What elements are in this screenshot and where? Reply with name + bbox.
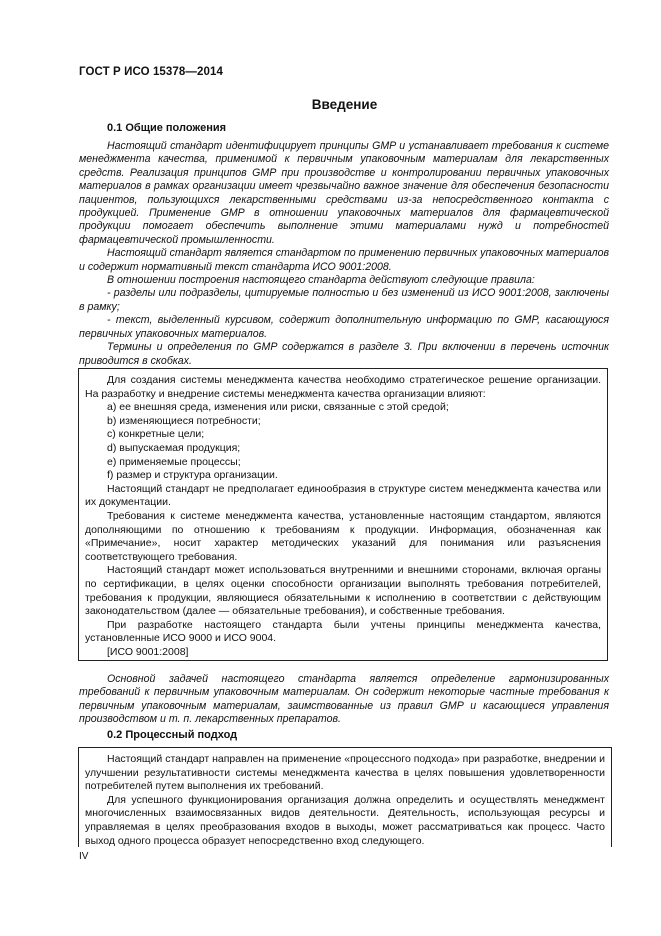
page-title: Введение xyxy=(311,97,378,112)
list-item: a) ее внешняя среда, изменения или риски, связанные с этой средой; xyxy=(107,401,449,414)
iso-quote-box-0-2 xyxy=(78,747,612,847)
list-item: b) изменяющиеся потребности; xyxy=(107,414,261,427)
paragraph: При разработке настоящего стандарта были учтены принципы менеджмента качества, установленные ИСО 9000 и ИСО 9004. xyxy=(85,618,601,645)
section-heading-0-1: 0.1 Общие положения xyxy=(107,122,227,134)
paragraph: Основной задачей настоящего стандарта является определение гармонизированных требований к первичным упаковочным материалам. Он содержит некоторые частные требования к первичным упаковочным материалам, заимствованные из правил GMP и касающиеся управления производством и т. п. лекарственных препаратов. xyxy=(79,673,609,726)
paragraph: - разделы или подразделы, цитируемые полностью и без изменений из ИСО 9001:2008, заключены в рамку; xyxy=(79,287,609,313)
paragraph: Настоящий стандарт является стандартом по применению первичных упаковочных материалов и содержит нормативный текст стандарта ИСО 9001:2008. xyxy=(79,247,609,273)
section-0-1-after-box xyxy=(79,673,609,727)
source-reference: [ИСО 9001:2008] xyxy=(107,645,189,658)
box-intro: Для создания системы менеджмента качества необходимо стратегическое решение организации. На разработку и внедрение системы менеджмента качества организации влияют: xyxy=(85,374,601,400)
section-heading-0-2: 0.2 Процессный подход xyxy=(107,729,238,741)
paragraph: В отношении построения настоящего стандарта действуют следующие правила: xyxy=(107,274,535,287)
paragraph: Настоящий стандарт может использоваться внутренними и внешними сторонами, включая органы по сертификации, в целях оценки способности организации выполнять требования потребителей, требования к продукции, являющиеся обязательными к исполнению в соответствии с действующим законодательством (далее — обязательные требования), и собственные требования. xyxy=(85,564,601,618)
document-header: ГОСТ Р ИСО 15378—2014 xyxy=(79,66,224,78)
paragraph: Настоящий стандарт не предполагает единообразия в структуре систем менеджмента качества или их документации. xyxy=(85,482,601,509)
paragraph: Термины и определения по GMP содержатся в разделе 3. При включении в перечень источник приводится в скобках. xyxy=(79,341,609,367)
list-item: e) применяемые процессы; xyxy=(107,455,241,468)
paragraph: Настоящий стандарт направлен на применение «процессного подхода» при разработке, внедрении и улучшении результативности системы менеджмента качества в целях повышения удовлетворенности потребителей путем выполнения их требований. xyxy=(85,753,605,793)
list-item: d) выпускаемая продукция; xyxy=(107,441,241,454)
list-item: c) конкретные цели; xyxy=(107,428,205,441)
iso-quote-box-0-1 xyxy=(78,368,608,661)
paragraph: - текст, выделенный курсивом, содержит дополнительную информацию по GMP, касающуюся первичных упаковочных материалов. xyxy=(79,314,609,340)
list-item: f) размер и структура организации. xyxy=(107,469,278,482)
paragraph: Для успешного функционирования организация должна определить и осуществлять менеджмент многочисленных взаимосвязанных видов деятельности. Деятельность, использующая ресурсы и управляемая в целях преобразования входов в выходы, может рассматриваться как процесс. Часто выход одного процесса образует непосредственно вход следующего. xyxy=(85,793,605,847)
page-number: IV xyxy=(79,851,89,862)
paragraph: Требования к системе менеджмента качества, установленные настоящим стандартом, являются дополняющими по отношению к требованиям к продукции. Информация, обозначенная как «Примечание», носит характер методических указаний для понимания или разъяснения соответствующего требования. xyxy=(85,509,601,563)
paragraph: Настоящий стандарт идентифицирует принципы GMP и устанавливает требования к системе менеджмента качества, применимой к первичным упаковочным материалам для лекарственных средств. Реализация принципов GMP при производстве и контролировании первичных упаковочных материалов в рамках организации имеет чрезвычайно важное значение для обеспечения безопасности пациентов, пользующихся лекарственными средствами из-за непосредственного контакта с продукцией. Применение GMP в отношении упаковочных материалов для фармацевтической продукции помогает обеспечить выполнение этими материалами нужд и потребностей фармацевтической промышленности. xyxy=(79,140,609,246)
section-0-1-intro xyxy=(79,140,609,368)
